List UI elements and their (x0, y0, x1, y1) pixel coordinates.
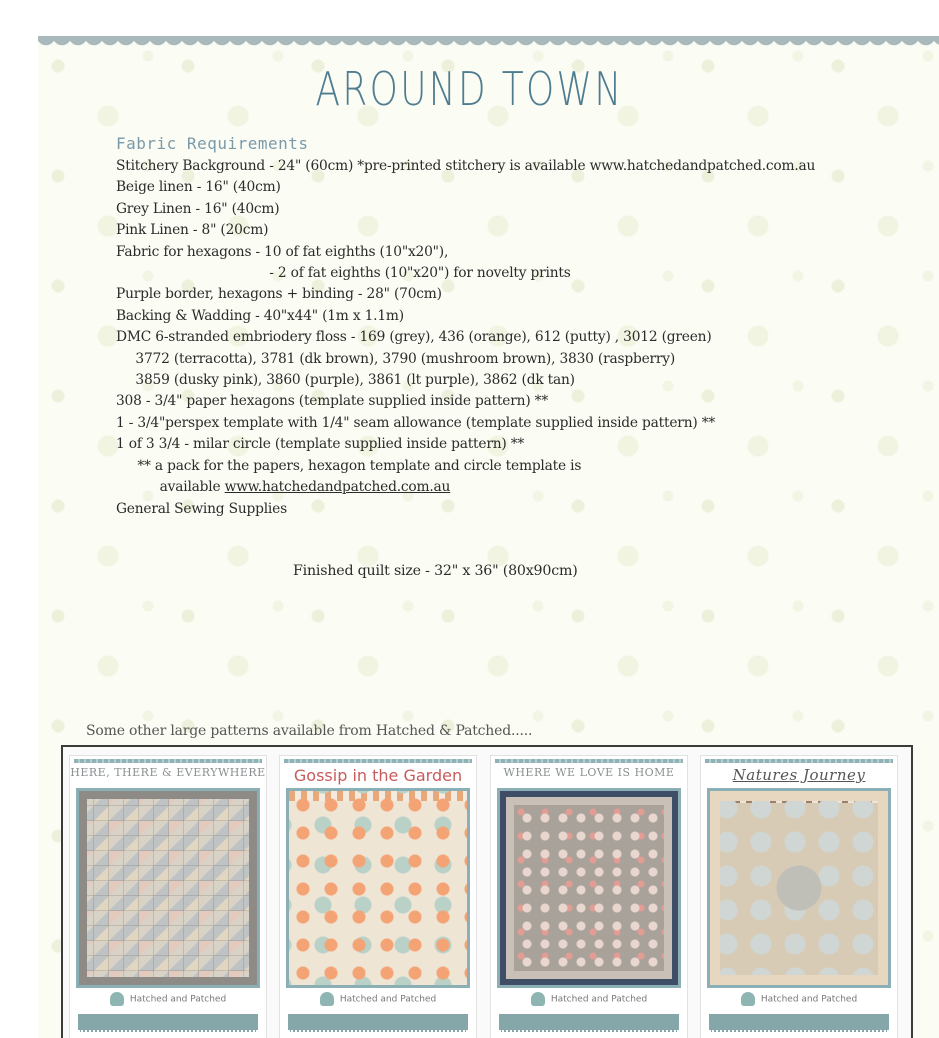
requirement-note (116, 477, 911, 498)
brand-logo (701, 992, 897, 1012)
brand-logo (491, 992, 687, 1012)
pattern-title: Gossip in the Garden (293, 766, 463, 785)
requirement-item: DMC 6-stranded embriodery floss - 169 (grey), 436 (orange), 612 (putty) , 3012 (green) (116, 329, 712, 346)
requirement-item: 3859 (dusky pink), 3860 (purple), 3861 (lt purple), 3862 (dk tan) (135, 372, 575, 389)
pattern-card-natures-journey[interactable] (700, 755, 898, 1038)
card-scallop-band (705, 759, 893, 763)
requirement-item: General Sewing Supplies (116, 500, 287, 517)
pattern-card-gossip-in-the-garden[interactable] (279, 755, 477, 1038)
requirement-item: Purple border, hexagons + binding - 28" (70cm) (116, 286, 442, 303)
requirement-item: 3772 (terracotta), 3781 (dk brown), 3790 (mushroom brown), 3830 (raspberry) (135, 350, 676, 367)
contact-info-bar (499, 1014, 679, 1032)
logo-text: Hatched and Patched (339, 994, 437, 1005)
brand-logo (70, 992, 266, 1012)
ghost-logo-icon (531, 992, 545, 1006)
requirement-item: 308 - 3/4" paper hexagons (template supplied inside pattern) ** (116, 393, 549, 410)
requirement-item: Stitchery Background - 24" (60cm) *pre-printed stitchery is available www.hatchedandpatched.com.au (116, 158, 816, 174)
available-text: available (159, 479, 225, 496)
requirements-list (116, 156, 911, 520)
logo-text: Hatched and Patched (760, 994, 858, 1005)
requirement-item: 1 of 3 3/4 - milar circle (template supplied inside pattern) ** (116, 436, 525, 453)
contact-info-bar (288, 1014, 468, 1032)
requirement-item: Beige linen - 16" (40cm) (116, 179, 281, 196)
quilt-image (707, 788, 891, 988)
requirement-item: Pink Linen - 8" (20cm) (116, 222, 269, 239)
other-patterns-label: Some other large patterns available from Hatched & Patched..... (86, 723, 533, 739)
quilt-image (76, 788, 260, 988)
ghost-logo-icon (320, 992, 334, 1006)
pattern-title: Natures Journey (732, 766, 866, 784)
card-scallop-band (495, 759, 683, 763)
quilt-image (286, 788, 470, 988)
fabric-requirements-heading: Fabric Requirements (116, 134, 309, 153)
hatched-and-patched-link[interactable]: www.hatchedandpatched.com.au (224, 479, 451, 496)
page-title: AROUND TOWN (315, 62, 624, 116)
requirement-item: 1 - 3/4"perspex template with 1/4" seam allowance (template supplied inside pattern) ** (116, 414, 716, 431)
requirement-note: ** a pack for the papers, hexagon template and circle template is (137, 457, 582, 474)
pattern-title: WHERE WE LOVE IS HOME (503, 766, 675, 779)
contact-info-bar (78, 1014, 258, 1032)
finished-quilt-size: Finished quilt size - 32" x 36" (80x90cm) (293, 563, 578, 579)
requirement-item: Grey Linen - 16" (40cm) (116, 200, 280, 217)
logo-text: Hatched and Patched (550, 994, 648, 1005)
card-scallop-band (74, 759, 262, 763)
pattern-card-where-we-love-is-home[interactable] (490, 755, 688, 1038)
scallop-border (38, 36, 939, 52)
requirement-item: Fabric for hexagons - 10 of fat eighths (10"x20"), (116, 243, 449, 260)
brand-logo (280, 992, 476, 1012)
quilt-image (497, 788, 681, 988)
ghost-logo-icon (110, 992, 124, 1006)
logo-text: Hatched and Patched (129, 994, 227, 1005)
requirement-item: - 2 of fat eighths (10"x20") for novelty prints (269, 265, 571, 282)
card-scallop-band (284, 759, 472, 763)
pattern-card-here-there-everywhere[interactable] (69, 755, 267, 1038)
requirement-item: Backing & Wadding - 40"x44" (1m x 1.1m) (116, 307, 404, 324)
pattern-title: HERE, THERE & EVERYWHERE (70, 766, 266, 779)
contact-info-bar (709, 1014, 889, 1032)
ghost-logo-icon (741, 992, 755, 1006)
pattern-gallery (61, 745, 913, 1038)
